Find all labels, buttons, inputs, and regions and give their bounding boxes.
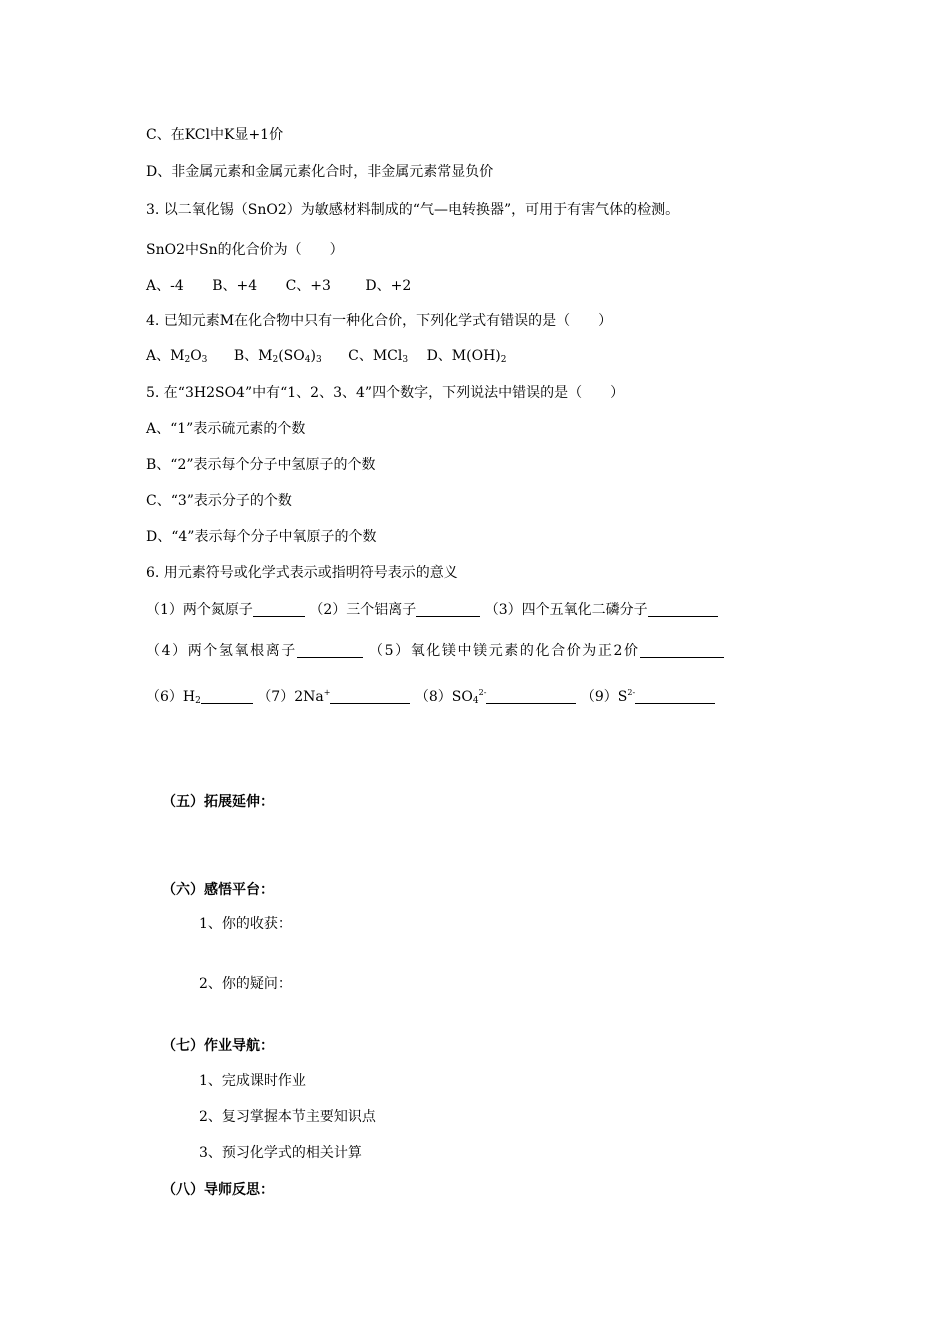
q5-option-d: D、“4”表示每个分子中氧原子的个数 <box>146 529 377 545</box>
q3-option-c: C、+3 <box>285 278 331 294</box>
homework-item-1: 1、完成课时作业 <box>199 1073 306 1089</box>
q6-item9: $(9)S^{2-}$ <box>580 688 636 705</box>
q4-option-b: B、$M_2(SO_4)_3$ <box>233 348 322 365</box>
q6-row2 <box>146 641 724 661</box>
q6-item8: $(8)SO_4^{2-}$ <box>414 688 487 706</box>
q6-item6: $(6)H_2$ <box>146 689 201 706</box>
q6-row3 <box>146 683 715 711</box>
q3-option-d: D、+2 <box>365 278 412 294</box>
q4-option-d: D、$M(OH)_2$ <box>426 348 507 365</box>
answer-blank[interactable] <box>201 689 253 704</box>
homework-item-3: 3、预习化学式的相关计算 <box>199 1145 362 1161</box>
q5-stem: 5. 在“3H2SO4”中有“1、2、3、4”四个数字，下列说法中错误的是（ ） <box>146 385 625 401</box>
q5-option-b: B、“2”表示每个分子中氢原子的个数 <box>146 457 376 473</box>
answer-blank[interactable] <box>416 602 480 617</box>
q3-stem-line2: SnO2中Sn的化合价为（ ） <box>146 242 344 258</box>
q3-option-a: A、-4 <box>146 278 184 294</box>
q6-item5: （5）氧化镁中镁元素的化合价为正2价 <box>368 643 640 659</box>
q6-item7: （7）2Na+ <box>257 688 331 705</box>
answer-blank[interactable] <box>486 689 576 704</box>
q4-options <box>146 346 506 370</box>
section-extension-title: （五）拓展延伸： <box>162 794 274 810</box>
answer-blank[interactable] <box>253 602 305 617</box>
q6-item3: （3）四个五氧化二磷分子 <box>484 602 648 618</box>
homework-item-2: 2、复习掌握本节主要知识点 <box>199 1109 376 1125</box>
q2-option-d: D、非金属元素和金属元素化合时，非金属元素常显负价 <box>146 164 494 180</box>
q4-option-a: A、$M_2O_3$ <box>146 348 208 365</box>
q6-item1: （1）两个氮原子 <box>146 602 253 618</box>
q6-item2: （2）三个铝离子 <box>309 602 417 618</box>
q6-item4: （4）两个氢氧根离子 <box>146 643 297 659</box>
q6-stem: 6. 用元素符号或化学式表示或指明符号表示的意义 <box>146 565 458 581</box>
reflection-gains: 1、你的收获： <box>199 916 292 932</box>
q5-option-c: C、“3”表示分子的个数 <box>146 493 292 509</box>
section-reflection-title: （六）感悟平台： <box>162 882 274 898</box>
answer-blank[interactable] <box>640 643 724 658</box>
section-homework-title: （七）作业导航： <box>162 1038 274 1054</box>
q2-option-c: C、在KCl中K显+1价 <box>146 127 284 143</box>
answer-blank[interactable] <box>297 643 363 658</box>
q3-option-b: B、+4 <box>212 278 258 294</box>
reflection-questions: 2、你的疑问： <box>199 976 292 992</box>
q4-stem: 4. 已知元素M在化合物中只有一种化合价，下列化学式有错误的是（ ） <box>146 313 613 329</box>
q3-stem-line1: 3. 以二氧化锡（SnO2）为敏感材料制成的“气—电转换器”，可用于有害气体的检测。 <box>146 202 680 218</box>
q3-options <box>146 276 411 296</box>
q4-option-c: C、MCl$_3$ <box>348 348 409 365</box>
q6-row1 <box>146 600 718 620</box>
section-mentor-reflection-title: （八）导师反思： <box>162 1182 274 1198</box>
q5-option-a: A、“1”表示硫元素的个数 <box>146 421 306 437</box>
answer-blank[interactable] <box>330 689 410 704</box>
answer-blank[interactable] <box>648 602 718 617</box>
answer-blank[interactable] <box>635 689 715 704</box>
